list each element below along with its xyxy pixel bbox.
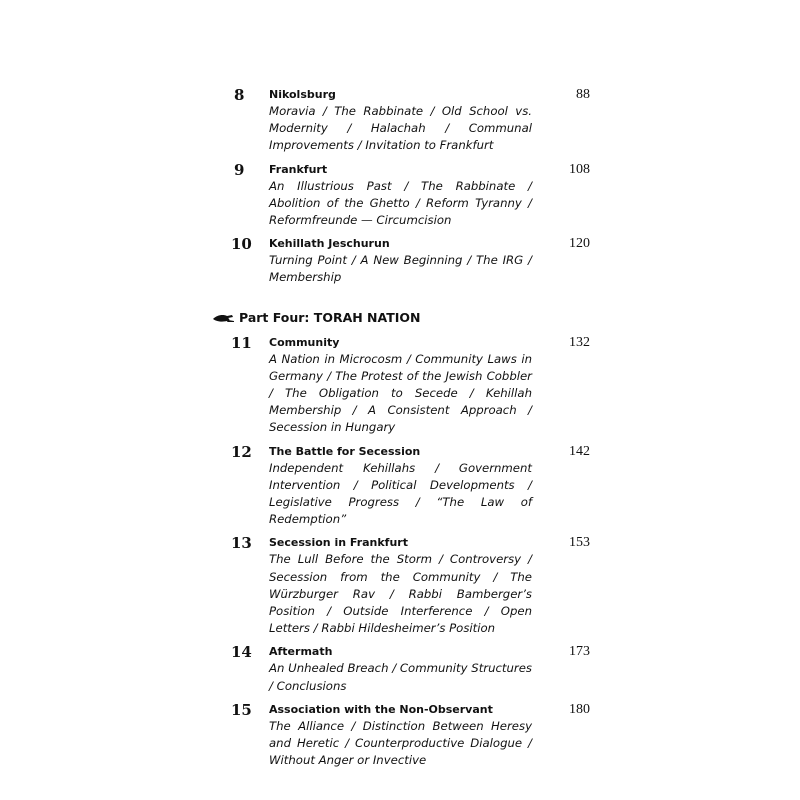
- page-number: 108: [569, 161, 590, 177]
- page-number: 153: [569, 535, 590, 551]
- chapter-title: Nikolsburg: [269, 88, 336, 101]
- part-heading-text: Part Four: TORAH NATION: [239, 309, 421, 325]
- page-number: 180: [569, 701, 590, 717]
- chapter-title: Secession in Frankfurt: [269, 536, 408, 550]
- chapter-number: 13: [231, 534, 252, 553]
- toc-entry-14: [210, 643, 590, 694]
- table-of-contents: [210, 86, 590, 769]
- chapter-number: 9: [234, 160, 245, 179]
- chapter-title: Frankfurt: [269, 162, 328, 176]
- page-number: 142: [569, 443, 590, 459]
- chapter-title: Community: [269, 335, 340, 349]
- chapter-subtitles: A Nation in Microcosm / Community Laws in Germany / The Protest of the Jewish Cobbler / The Obligation to Secede / Kehillah Membership / A Consistent Approach / Secession in Hungary: [269, 351, 532, 435]
- chapter-title: The Battle for Secession: [269, 444, 421, 458]
- chapter-number: 11: [231, 333, 252, 352]
- chapter-title: Association with the Non-Observant: [269, 702, 493, 716]
- chapter-title: Aftermath: [269, 645, 333, 659]
- page-number: 173: [569, 644, 590, 660]
- toc-entry-13: [210, 534, 590, 637]
- toc-entry-15: [210, 701, 590, 770]
- part-heading: [210, 309, 590, 327]
- pointing-hand-icon: [212, 312, 236, 324]
- toc-entry-9: [210, 161, 590, 230]
- chapter-number: 15: [231, 700, 252, 719]
- chapter-subtitles: Turning Point / A New Beginning / The IRG / Membership: [269, 253, 532, 285]
- chapter-subtitles: An Illustrious Past / The Rabbinate / Abolition of the Ghetto / Reform Tyranny / Reformfreunde — Circumcision: [269, 178, 532, 228]
- toc-entry-11: [210, 334, 590, 437]
- chapter-number: 12: [231, 442, 252, 461]
- page-number: 132: [569, 334, 590, 350]
- chapter-subtitles: Independent Kehillahs / Government Intervention / Political Developments / Legislative Progress / “The Law of Redemption”: [269, 460, 532, 527]
- page-number: 88: [576, 87, 590, 102]
- toc-entry-8: [210, 86, 590, 155]
- toc-entry-12: [210, 443, 590, 529]
- chapter-number: 14: [231, 643, 252, 662]
- chapter-subtitles: An Unhealed Breach / Community Structures / Conclusions: [269, 661, 532, 693]
- chapter-title: Kehillath Jeschurun: [269, 237, 390, 251]
- chapter-number: 10: [231, 235, 252, 254]
- chapter-subtitles: Moravia / The Rabbinate / Old School vs. Modernity / Halachah / Communal Improvements / Invitation to Frankfurt: [269, 104, 532, 153]
- chapter-subtitles: The Lull Before the Storm / Controversy / Secession from the Community / The Würzburger Rav / Rabbi Bamberger’s Position / Outside Interference / Open Letters / Rabbi Hildesheimer’s Position: [269, 552, 532, 636]
- page-number: 120: [569, 236, 590, 252]
- chapter-subtitles: The Alliance / Distinction Between Heresy and Heretic / Counterproductive Dialogue / Without Anger or Invective: [269, 718, 532, 768]
- toc-entry-10: [210, 235, 590, 286]
- chapter-number: 8: [234, 86, 245, 104]
